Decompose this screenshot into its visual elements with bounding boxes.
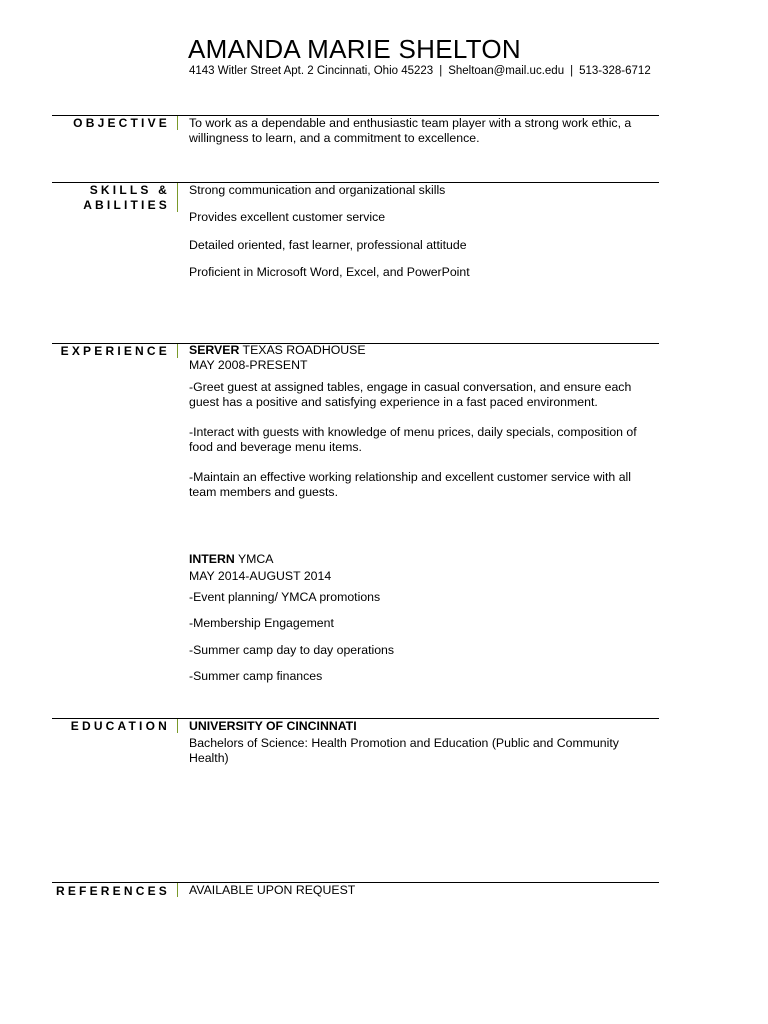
job-dates: MAY 2008-PRESENT	[189, 358, 308, 372]
job-bullet: -Summer camp finances	[189, 669, 323, 683]
separator: |	[570, 65, 574, 77]
job-title: INTERN	[189, 552, 235, 566]
email: Sheltoan@mail.uc.edu	[448, 65, 565, 77]
job-bullet: -Maintain an effective working relationship and excellent customer service with all team members and guests.	[189, 470, 631, 499]
accent-bar	[177, 883, 178, 897]
accent-bar	[177, 116, 178, 130]
resume-name: AMANDA MARIE SHELTON	[188, 34, 521, 64]
job-bullet: -Greet guest at assigned tables, engage in casual conversation, and ensure each guest has a positive and satisfying experience in a fast paced environment.	[189, 380, 632, 409]
skills-heading-line2: ABILITIES	[83, 198, 170, 212]
job-employer: TEXAS ROADHOUSE	[239, 343, 366, 357]
skills-heading	[83, 183, 170, 213]
degree: Bachelors of Science: Health Promotion and Education (Public and Community Health)	[189, 736, 619, 765]
job-bullet: -Summer camp day to day operations	[189, 643, 395, 657]
job-heading	[189, 552, 659, 567]
phone: 513-328-6712	[579, 65, 651, 77]
accent-bar	[177, 719, 178, 733]
experience-heading: EXPERIENCE	[60, 344, 170, 358]
job-dates: MAY 2014-AUGUST 2014	[189, 569, 332, 583]
skill-item: Detailed oriented, fast learner, professional attitude	[189, 238, 467, 252]
objective-heading: OBJECTIVE	[73, 116, 170, 130]
separator: |	[439, 65, 443, 77]
accent-bar	[177, 183, 178, 212]
job-bullet: -Membership Engagement	[189, 616, 334, 630]
school-name: UNIVERSITY OF CINCINNATI	[189, 719, 357, 733]
job-title: SERVER	[189, 343, 240, 357]
references-text: AVAILABLE UPON REQUEST	[189, 883, 356, 897]
references-heading: REFERENCES	[55, 884, 170, 898]
skill-item: Strong communication and organizational skills	[189, 183, 446, 197]
job-heading	[189, 343, 659, 358]
accent-bar	[177, 344, 178, 358]
job-bullet: -Interact with guests with knowledge of menu prices, daily specials, composition of food and beverage menu items.	[189, 425, 637, 454]
objective-text: To work as a dependable and enthusiastic team player with a strong work ethic, a willingness to learn, and a commitment to excellence.	[189, 116, 632, 145]
skills-heading-line1: SKILLS &	[89, 183, 170, 197]
education-heading: EDUCATION	[70, 719, 170, 733]
address: 4143 Witler Street Apt. 2 Cincinnati, Ohio 45223	[189, 65, 434, 77]
job-employer: YMCA	[234, 552, 274, 566]
skill-item: Proficient in Microsoft Word, Excel, and PowerPoint	[189, 265, 470, 279]
job-bullet: -Event planning/ YMCA promotions	[189, 590, 381, 604]
skill-item: Provides excellent customer service	[189, 210, 386, 224]
contact-line	[189, 64, 651, 78]
